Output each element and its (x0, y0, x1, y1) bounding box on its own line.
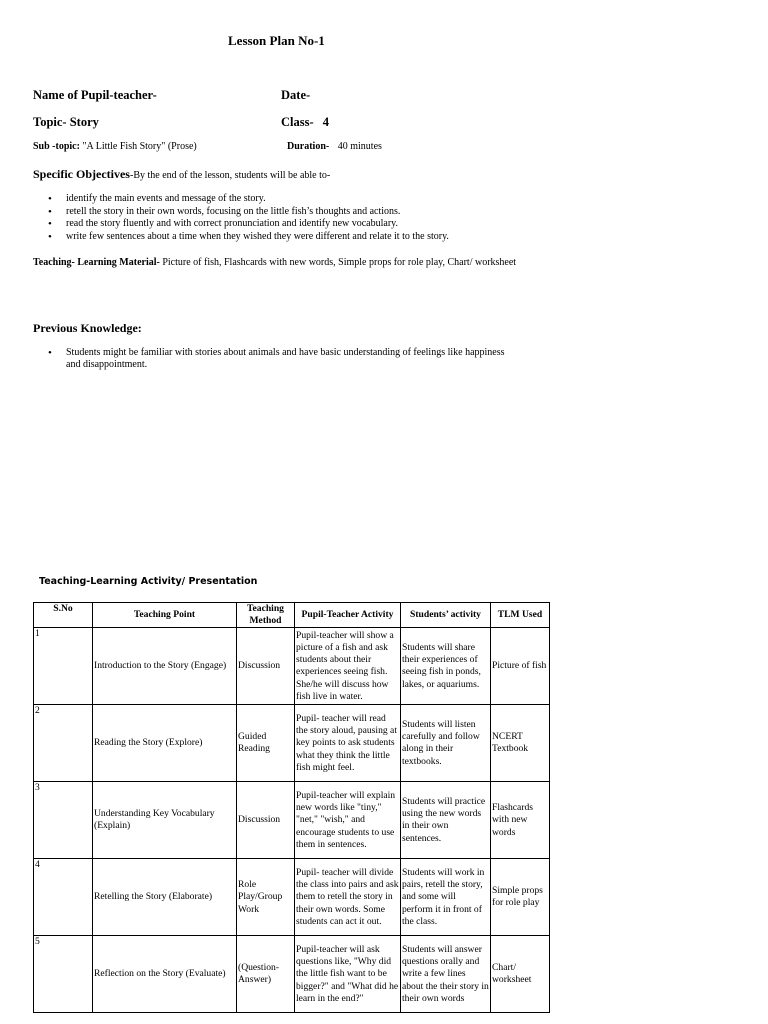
subtopic-field (33, 141, 197, 152)
cell-tlm-used: Picture of fish (491, 628, 550, 705)
tlm-value: Picture of fish, Flashcards with new words, Simple props for role play, Chart/ worksheet (159, 257, 517, 268)
page-title: Lesson Plan No-1 (228, 33, 325, 48)
cell-teaching-method: Role Play/Group Work (237, 859, 295, 936)
duration-value: 40 minutes (337, 141, 382, 152)
duration-field (287, 141, 382, 152)
cell-teaching-point: Introduction to the Story (Engage) (93, 628, 237, 705)
cell-students-activity: Students will share their experiences of seeing fish in ponds, lakes, or aquariums. (401, 628, 491, 705)
cell-sno: 1 (34, 628, 93, 705)
tlm-paragraph (33, 257, 533, 269)
cell-teaching-point: Understanding Key Vocabulary (Explain) (93, 782, 237, 859)
class-field (281, 115, 329, 130)
activity-table (33, 602, 550, 1013)
cell-teaching-method: Guided Reading (237, 705, 295, 782)
cell-pupil-teacher-activity: Pupil-teacher will ask questions like, "Why did the little fish want to be bigger?" and "What did he learn in the end?" (295, 936, 401, 1013)
subtopic-value: "A Little Fish Story" (Prose) (82, 141, 197, 152)
table-header-row (34, 603, 550, 628)
previous-knowledge-list (48, 347, 518, 371)
list-item: • read the story fluently and with correct pronunciation and identify new vocabulary. (48, 218, 449, 231)
cell-students-activity: Students will listen carefully and follow along in their textbooks. (401, 705, 491, 782)
objectives-label: Specific Objectives (33, 167, 130, 181)
column-header-teaching-point: Teaching Point (93, 603, 237, 628)
table-row (34, 628, 550, 705)
cell-sno: 4 (34, 859, 93, 936)
class-label: Class- (281, 115, 314, 129)
previous-knowledge-label: Previous Knowledge: (33, 321, 142, 335)
column-header-sno: S.No (34, 603, 93, 628)
list-item: • retell the story in their own words, focusing on the little fish’s thoughts and actions. (48, 206, 449, 219)
cell-sno: 3 (34, 782, 93, 859)
topic-label: Topic- Story (33, 115, 99, 129)
table-row (34, 936, 550, 1013)
cell-tlm-used: NCERT Textbook (491, 705, 550, 782)
cell-sno: 2 (34, 705, 93, 782)
cell-teaching-point: Retelling the Story (Elaborate) (93, 859, 237, 936)
cell-sno: 5 (34, 936, 93, 1013)
cell-students-activity: Students will work in pairs, retell the story, and some will perform it in front of the class. (401, 859, 491, 936)
cell-students-activity: Students will practice using the new words in their own sentences. (401, 782, 491, 859)
cell-teaching-point: Reflection on the Story (Evaluate) (93, 936, 237, 1013)
column-header-teaching-method: Teaching Method (237, 603, 295, 628)
cell-teaching-method: (Question-Answer) (237, 936, 295, 1013)
list-item: • Students might be familiar with stories about animals and have basic understanding of feelings like happiness and disappointment. (48, 347, 518, 371)
list-item: • write few sentences about a time when they wished they were different and relate it to the story. (48, 231, 449, 244)
cell-pupil-teacher-activity: Pupil-teacher will show a picture of a fish and ask students about their experiences seeing fish. She/he will discuss how fish live in water. (295, 628, 401, 705)
date-label: Date- (281, 88, 311, 102)
cell-pupil-teacher-activity: Pupil-teacher will explain new words like "tiny," "net," "wish," and encourage students to use them in sentences. (295, 782, 401, 859)
class-value: 4 (322, 115, 330, 129)
column-header-tlm-used: TLM Used (491, 603, 550, 628)
objectives-list (48, 193, 449, 243)
cell-tlm-used: Chart/ worksheet (491, 936, 550, 1013)
duration-label: Duration- (287, 141, 330, 152)
cell-pupil-teacher-activity: Pupil- teacher will divide the class into pairs and ask them to retell the story in their own words. Some students can act it out. (295, 859, 401, 936)
activity-heading: Teaching-Learning Activity/ Presentation (39, 576, 258, 587)
pupil-teacher-label: Name of Pupil-teacher- (33, 88, 157, 102)
cell-tlm-used: Flashcards with new words (491, 782, 550, 859)
table-row (34, 859, 550, 936)
cell-tlm-used: Simple props for role play (491, 859, 550, 936)
column-header-pupil-teacher-activity: Pupil-Teacher Activity (295, 603, 401, 628)
tlm-label: Teaching- Learning Material- (33, 257, 160, 268)
table-row (34, 782, 550, 859)
subtopic-label: Sub -topic: (33, 141, 80, 152)
cell-teaching-point: Reading the Story (Explore) (93, 705, 237, 782)
column-header-students-activity: Students’ activity (401, 603, 491, 628)
cell-teaching-method: Discussion (237, 628, 295, 705)
cell-teaching-method: Discussion (237, 782, 295, 859)
table-row (34, 705, 550, 782)
cell-pupil-teacher-activity: Pupil- teacher will read the story aloud, pausing at key points to ask students what they think the little fish might feel. (295, 705, 401, 782)
cell-students-activity: Students will answer questions orally and write a few lines about the their story in their own words (401, 936, 491, 1013)
list-item: • identify the main events and message of the story. (48, 193, 449, 206)
objectives-intro: -By the end of the lesson, students will be able to- (129, 170, 331, 181)
objectives-heading (33, 167, 330, 182)
